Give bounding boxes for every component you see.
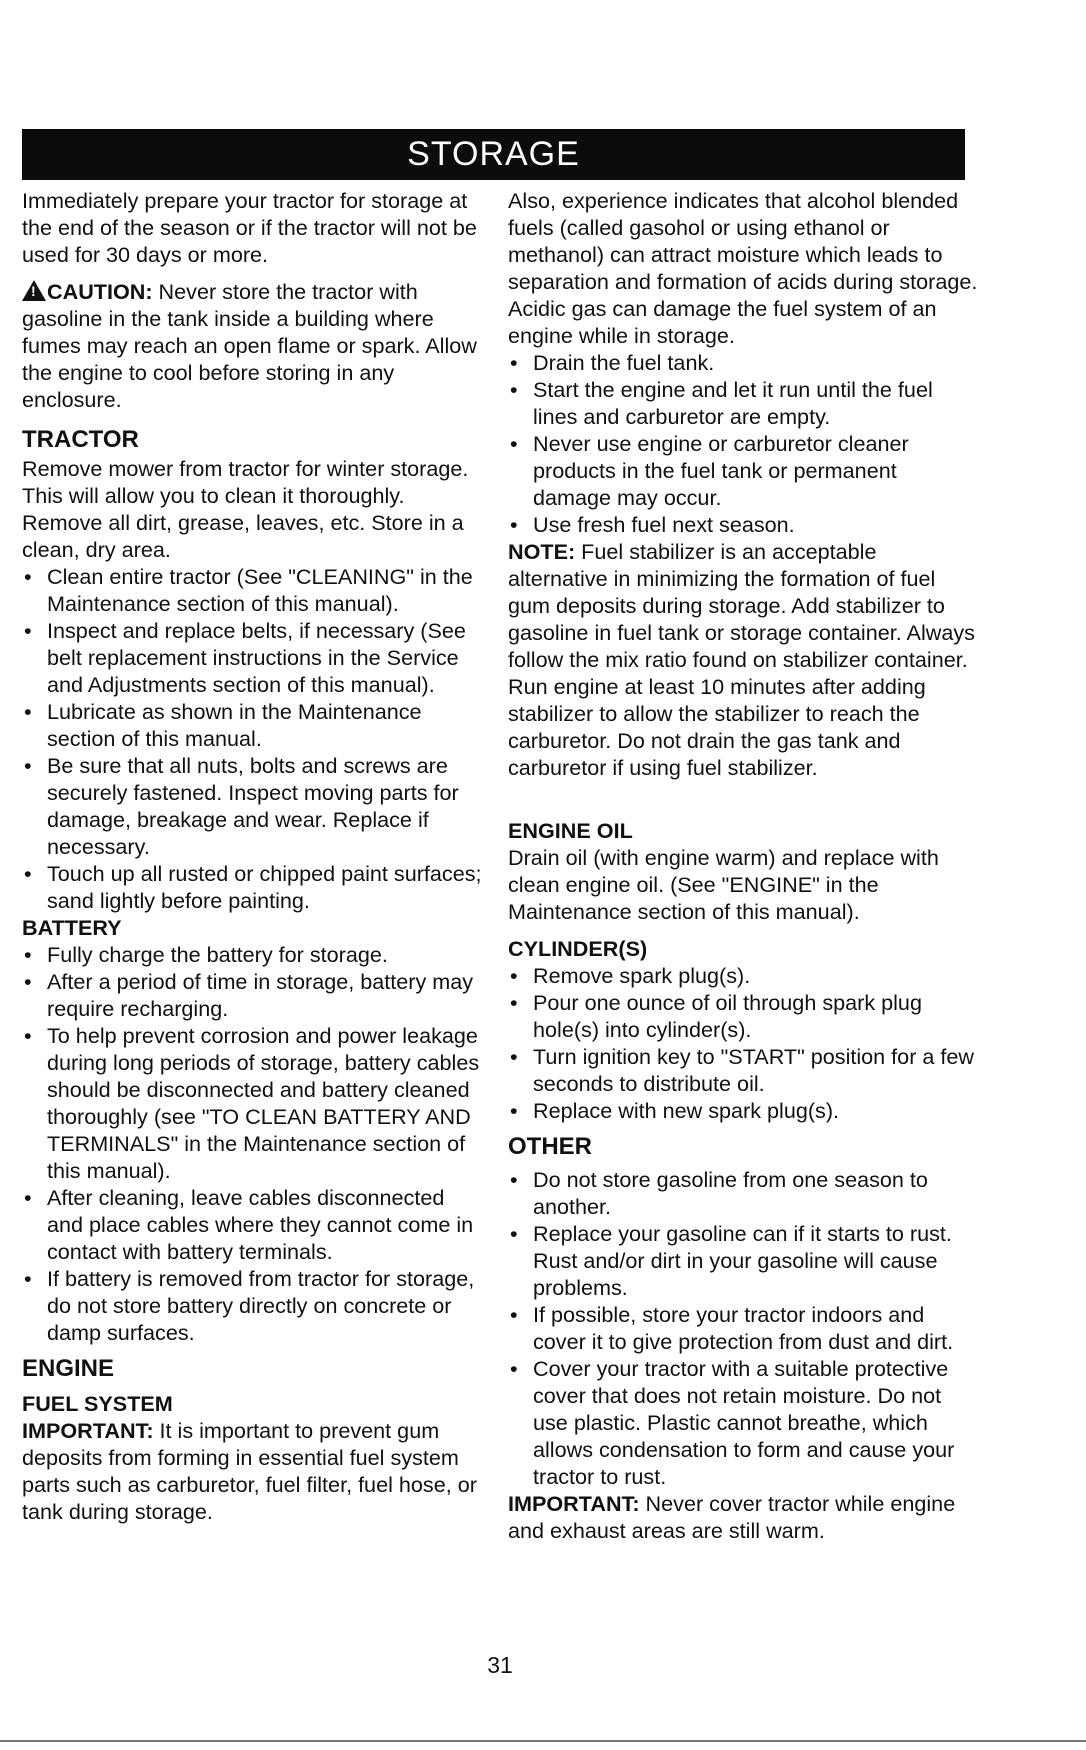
list-item: • Turn ignition key to "START" position for a few seconds to distribute oil. [508, 1043, 978, 1097]
battery-heading: BATTERY [22, 915, 122, 940]
list-item: • Cover your tractor with a suitable protective cover that does not retain moisture. Do not use plastic. Plastic cannot breathe, which allows condensation to form and cause your tractor to rust. [508, 1355, 978, 1490]
tractor-list [22, 563, 484, 914]
important-text: Never cover tractor while engine and exhaust areas are still warm. [508, 1491, 956, 1543]
tractor-heading: TRACTOR [22, 426, 139, 453]
fuel-system-heading: FUEL SYSTEM [22, 1391, 173, 1416]
right-column [508, 187, 978, 1544]
list-item: • Inspect and replace belts, if necessary (See belt replacement instructions in the Service and Adjustments section of this manual). [22, 617, 484, 698]
important-text: It is important to prevent gum deposits from forming in essential fuel system parts such as carburetor, fuel filter, fuel hose, or tank during storage. [22, 1418, 477, 1524]
note-paragraph [508, 538, 978, 781]
final-important-paragraph [508, 1490, 978, 1544]
list-item: • Pour one ounce of oil through spark plug hole(s) into cylinder(s). [508, 989, 978, 1043]
important-label: IMPORTANT: [508, 1491, 640, 1516]
fuel-important-paragraph [22, 1417, 484, 1525]
list-item: • Touch up all rusted or chipped paint surfaces; sand lightly before painting. [22, 860, 484, 914]
list-item: • Replace with new spark plug(s). [508, 1097, 978, 1124]
list-item: • If possible, store your tractor indoors and cover it to give protection from dust and dirt. [508, 1301, 978, 1355]
caution-paragraph [22, 278, 484, 413]
list-item: • Replace your gasoline can if it starts to rust. Rust and/or dirt in your gasoline will cause problems. [508, 1220, 978, 1301]
note-text: Fuel stabilizer is an acceptable alternative in minimizing the formation of fuel gum deposits during storage. Add stabilizer to gasoline in fuel tank or storage container. Always follow the mix ratio found on stabilizer container. Run engine at least 10 minutes after adding stabilizer to allow the stabilizer to reach the carburetor. Do not drain the gas tank and carburetor if using fuel stabilizer. [508, 539, 975, 780]
other-heading: OTHER [508, 1133, 592, 1160]
page-title: STORAGE [22, 129, 965, 180]
list-item: • Start the engine and let it run until the fuel lines and carburetor are empty. [508, 376, 978, 430]
list-item: • Drain the fuel tank. [508, 349, 978, 376]
page-number: 31 [487, 1652, 513, 1678]
engine-oil-paragraph: Drain oil (with engine warm) and replace with clean engine oil. (See "ENGINE" in the Maintenance section of this manual). [508, 845, 939, 924]
engine-heading: ENGINE [22, 1355, 115, 1382]
list-item: • Be sure that all nuts, bolts and screws are securely fastened. Inspect moving parts for damage, breakage and wear. Replace if necessary. [22, 752, 484, 860]
fuel-list [508, 349, 978, 538]
tractor-paragraph: Remove mower from tractor for winter storage. This will allow you to clean it thoroughly. Remove all dirt, grease, leaves, etc. Store in a clean, dry area. [22, 456, 469, 562]
warning-triangle-icon [22, 280, 46, 301]
cylinders-list [508, 962, 978, 1124]
list-item: • Do not store gasoline from one season to another. [508, 1166, 978, 1220]
battery-list [22, 941, 484, 1346]
note-label: NOTE: [508, 539, 576, 564]
list-item: • Lubricate as shown in the Maintenance section of this manual. [22, 698, 484, 752]
list-item: • Use fresh fuel next season. [508, 511, 978, 538]
caution-label: CAUTION: [47, 279, 153, 304]
important-label: IMPORTANT: [22, 1418, 154, 1443]
intro-paragraph: Immediately prepare your tractor for storage at the end of the season or if the tractor will not be used for 30 days or more. [22, 188, 477, 267]
list-item: • Remove spark plug(s). [508, 962, 978, 989]
list-item: • After a period of time in storage, battery may require recharging. [22, 968, 484, 1022]
left-column [22, 187, 484, 1525]
bottom-divider [0, 1740, 1086, 1742]
cylinders-heading: CYLINDER(S) [508, 936, 648, 961]
list-item: • Clean entire tractor (See "CLEANING" in the Maintenance section of this manual). [22, 563, 484, 617]
other-list [508, 1166, 978, 1490]
list-item: • After cleaning, leave cables disconnected and place cables where they cannot come in contact with battery terminals. [22, 1184, 484, 1265]
alcohol-paragraph: Also, experience indicates that alcohol blended fuels (called gasohol or using ethanol or methanol) can attract moisture which leads to separation and formation of acids during storage. Acidic gas can damage the fuel system of an engine while in storage. [508, 188, 978, 348]
list-item: • Never use engine or carburetor cleaner products in the fuel tank or permanent damage may occur. [508, 430, 978, 511]
engine-oil-heading: ENGINE OIL [508, 818, 633, 843]
list-item: • Fully charge the battery for storage. [22, 941, 484, 968]
caution-text: Never store the tractor with gasoline in the tank inside a building where fumes may reach an open flame or spark. Allow the engine to cool before storing in any enclosure. [22, 279, 477, 412]
list-item: • To help prevent corrosion and power leakage during long periods of storage, battery cables should be disconnected and battery cleaned thoroughly (see "TO CLEAN BATTERY AND TERMINALS" in the Maintenance section of this manual). [22, 1022, 484, 1184]
list-item: • If battery is removed from tractor for storage, do not store battery directly on concrete or damp surfaces. [22, 1265, 484, 1346]
